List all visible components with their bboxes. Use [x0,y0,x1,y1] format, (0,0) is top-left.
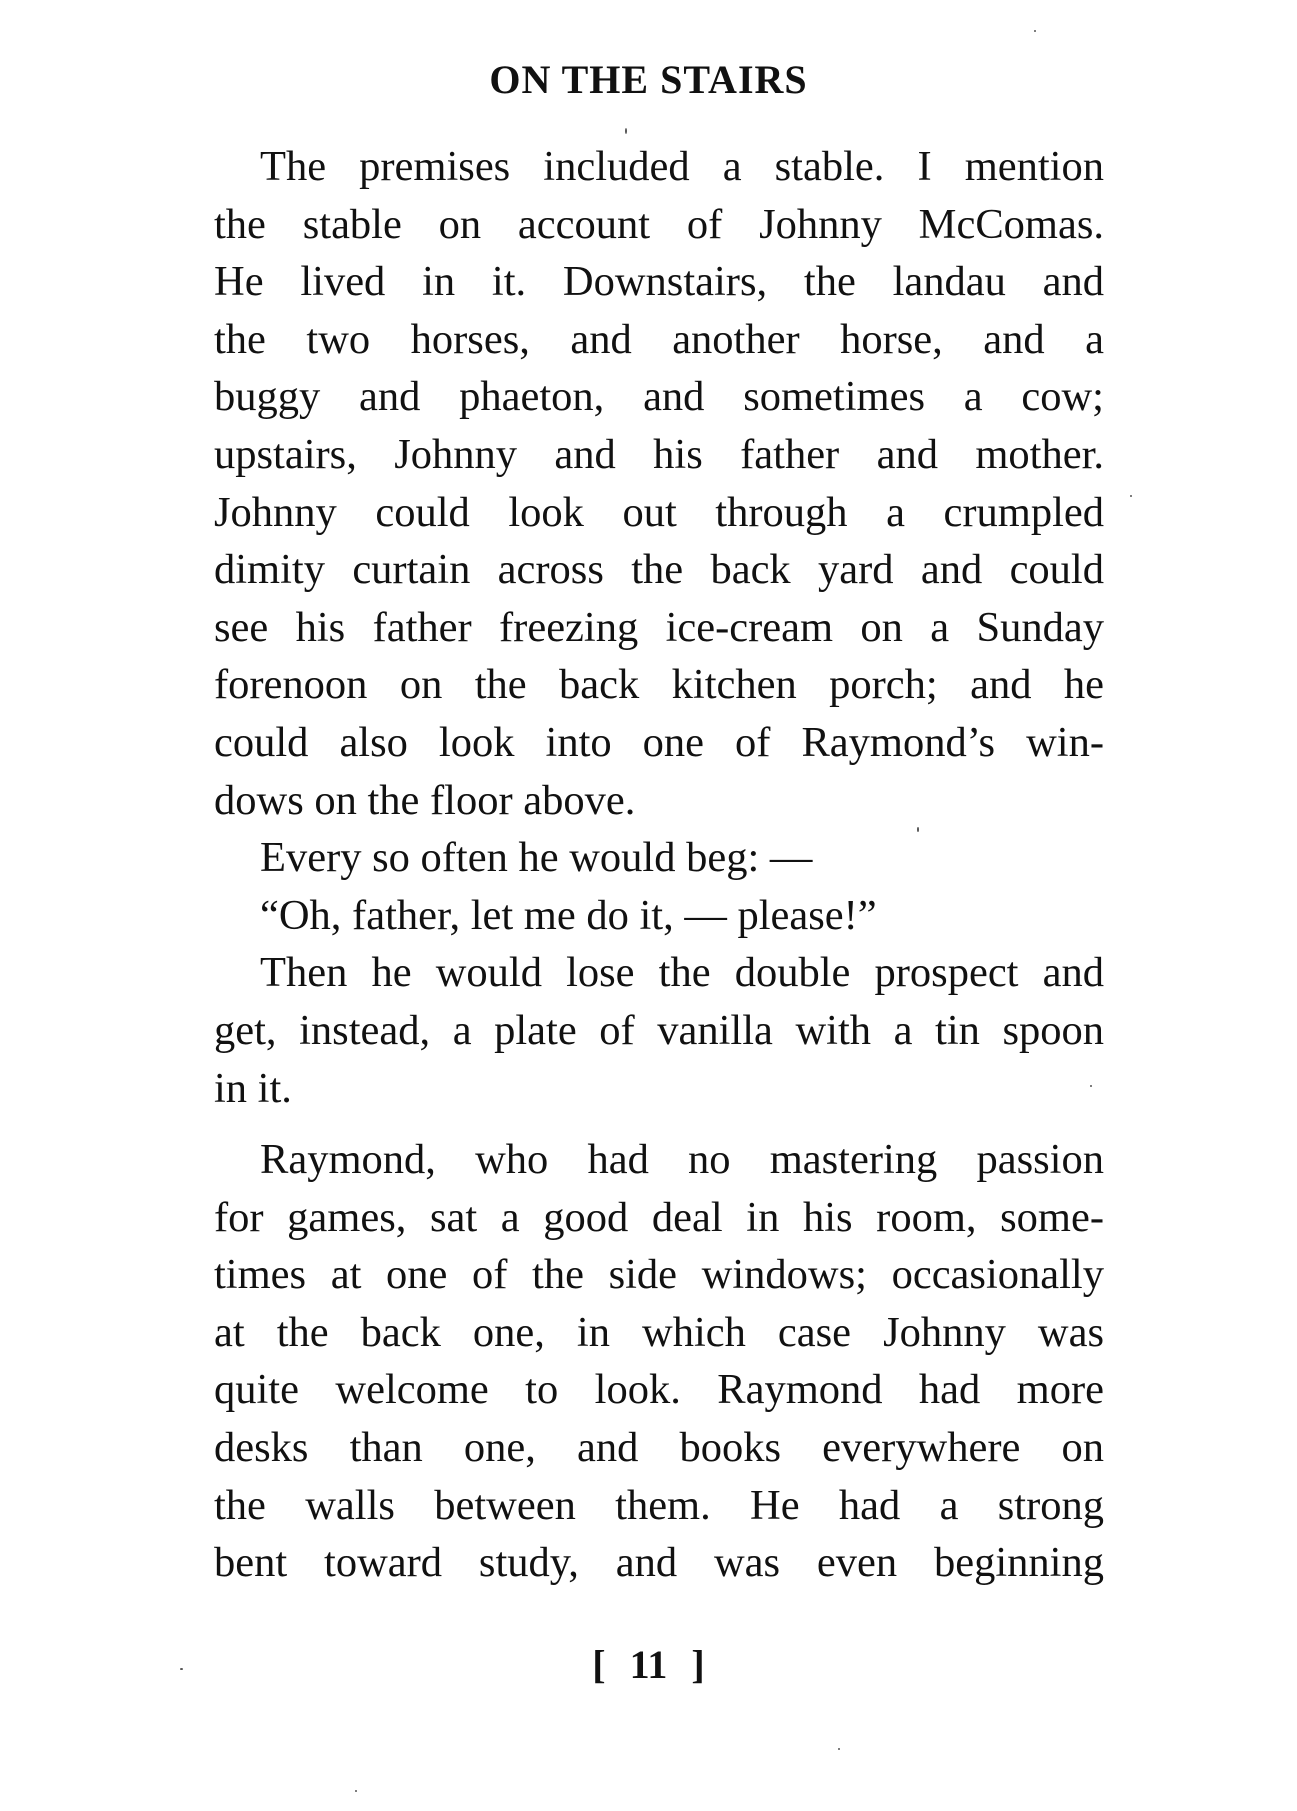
text-line: The premises included a stable. I mention [260,143,1104,190]
print-speck [917,827,919,832]
paragraph [214,887,1104,945]
text-line: the two horses, and another horse, and a [214,315,1104,363]
text-line: bent toward study, and was even beginning [214,1539,1104,1587]
text-line: get, instead, a plate of vanilla with a tin spoon [214,1006,1104,1054]
print-speck [180,1668,183,1670]
print-speck [1090,1085,1092,1087]
text-line: forenoon on the back kitchen porch; and he [214,661,1104,709]
print-speck [838,1748,840,1750]
paragraph [214,829,1104,887]
paragraph [214,944,1104,1117]
text-line: times at one of the side windows; occasionally [214,1251,1104,1299]
page-number: [ 11 ] [592,1642,705,1687]
print-speck [1130,495,1132,497]
text-line: He lived in it. Downstairs, the landau and [214,258,1104,306]
text-line: could also look into one of Raymond’s win- [214,718,1104,766]
text-line: the walls between them. He had a strong [214,1481,1104,1529]
text-line: “Oh, father, let me do it, — please!” [260,891,877,939]
print-speck [625,128,627,134]
text-line: upstairs, Johnny and his father and mother. [214,430,1104,478]
paragraph [214,138,1104,829]
paragraph [214,1131,1104,1592]
text-line: buggy and phaeton, and sometimes a cow; [214,373,1104,421]
text-line: in it. [214,1064,292,1112]
text-line: see his father freezing ice-cream on a Sunday [214,603,1104,651]
text-line: at the back one, in which case Johnny was [214,1308,1104,1356]
paragraph-gap [214,1117,1104,1131]
text-line: for games, sat a good deal in his room, some- [214,1193,1104,1241]
body-text [214,138,1104,1592]
running-head: ON THE STAIRS [489,57,808,102]
text-line: Every so often he would beg: — [260,834,813,882]
text-line: desks than one, and books everywhere on [214,1424,1104,1472]
print-speck [355,1790,357,1792]
text-line: Johnny could look out through a crumpled [214,488,1104,536]
print-speck [1034,30,1036,32]
text-line: quite welcome to look. Raymond had more [214,1366,1104,1414]
text-line: dimity curtain across the back yard and could [214,546,1104,594]
text-line: Then he would lose the double prospect and [260,949,1104,997]
text-line: dows on the floor above. [214,776,636,824]
text-line: the stable on account of Johnny McComas. [214,200,1104,248]
text-line: Raymond, who had no mastering passion [260,1136,1104,1184]
